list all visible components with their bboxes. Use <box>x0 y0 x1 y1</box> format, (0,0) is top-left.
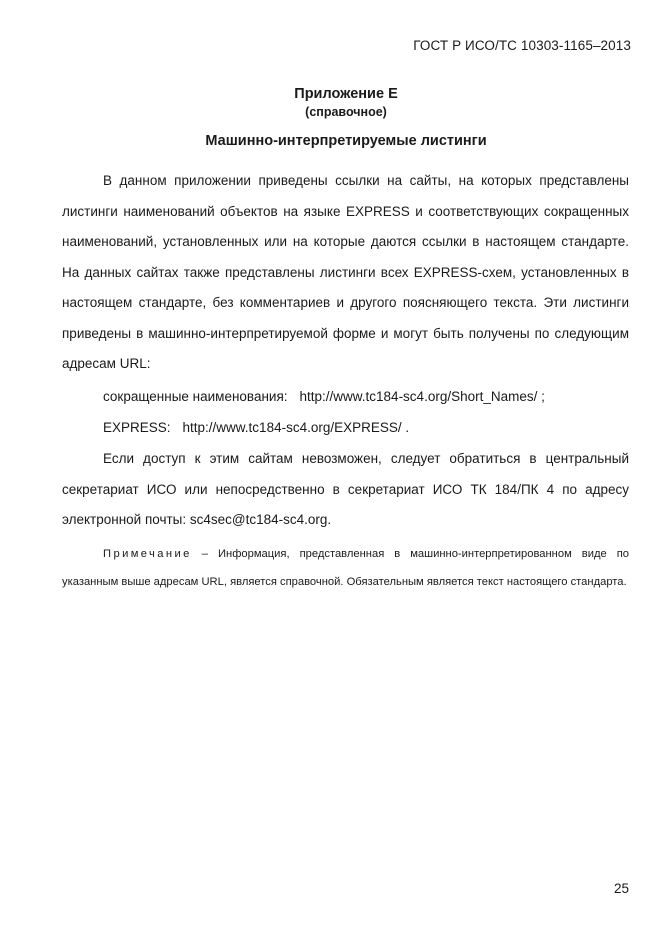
short-names-url[interactable]: http://www.tc184-sc4.org/Short_Names/ ; <box>299 389 545 404</box>
appendix-title: Приложение Е <box>294 86 398 102</box>
express-line <box>103 420 409 435</box>
express-url[interactable]: http://www.tc184-sc4.org/EXPRESS/ . <box>182 420 410 435</box>
note-block <box>62 540 629 596</box>
page-number: 25 <box>613 881 629 896</box>
intro-paragraph: В данном приложении приведены ссылки на сайты, на которых представлены листинги наименований объектов на языке EXPRESS и соответствующих сокращенных наименований, установленных или на которые даются ссылки в настоящем стандарте. На данных сайтах также представлены листинги всех EXPRESS-схем, установленных в настоящем стандарте, без комментариев и другого поясняющего текста. Эти листинги приведены в машинно-интерпретируемой форме и могут быть получены по следующим адресам URL: <box>62 173 629 371</box>
contact-paragraph: Если доступ к этим сайтам невозможен, следует обратиться в центральный секретариат ИСО или непосредственно в секретариат ИСО ТК 184/ПК 4 по адресу электронной почты: sc4sec@tc184-sc4.org. <box>62 451 629 527</box>
short-names-label: сокращенные наименования: <box>103 389 288 404</box>
section-title: Машинно-интерпретируемые листинги <box>205 133 487 149</box>
note-label: Примечание <box>103 548 192 560</box>
appendix-subtitle: (справочное) <box>305 105 387 119</box>
express-label: EXPRESS: <box>103 420 171 435</box>
note-text: – Информация, представленная в машинно-интерпретированном виде по указанным выше адресам URL, является справочной. Обязательным является текст настоящего стандарта. <box>62 548 629 588</box>
short-names-line <box>103 389 545 404</box>
standard-header: ГОСТ Р ИСО/ТС 10303-1165–2013 <box>413 38 631 53</box>
